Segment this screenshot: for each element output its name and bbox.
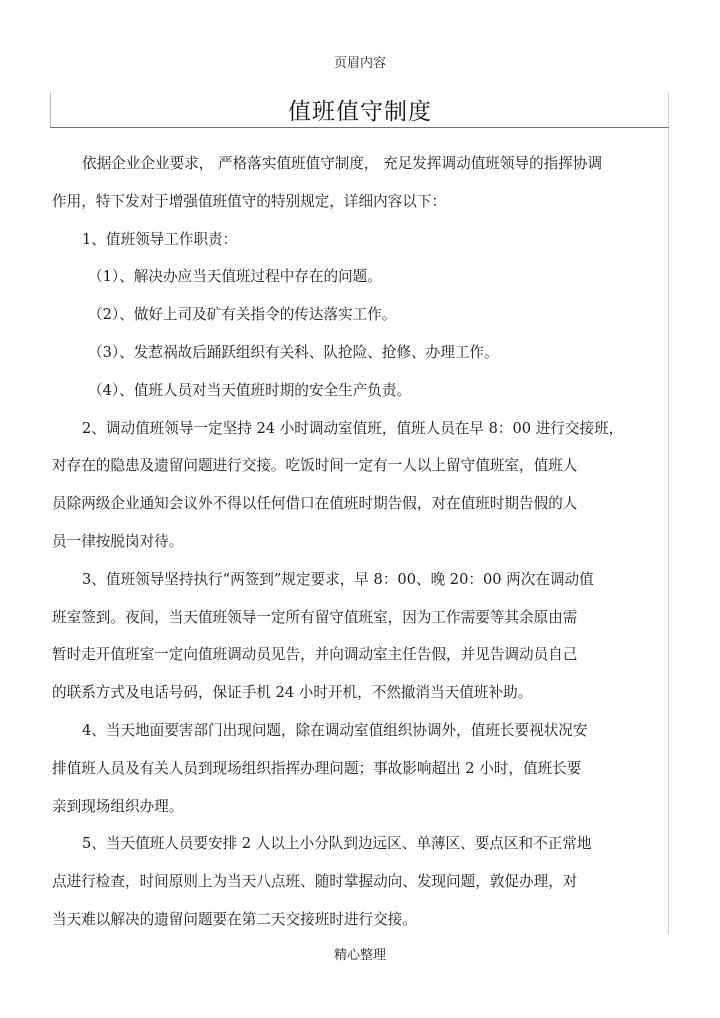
paragraph-line: 员除两级企业通知会议外不得以任何借口在值班时期告假，对在值班时期告假的人 bbox=[52, 495, 578, 513]
paragraph-line: 2、调动值班领导一定坚持 24 小时调动室值班，值班人员在早 8：00 进行交接班， bbox=[82, 419, 624, 437]
page-header: 页眉内容 bbox=[333, 56, 386, 71]
frame-right-border bbox=[668, 92, 669, 934]
paragraph-line: 排值班人员及有关人员到现场组织指挥办理问题；事故影响超出 2 小时，值班长要 bbox=[52, 759, 582, 777]
paragraph-line: 作用，特下发对于增强值班值守的特别规定，详细内容以下： bbox=[52, 192, 447, 210]
paragraph-line: 亲到现场组织办理。 bbox=[52, 797, 184, 815]
list-item: （1）、解决办应当天值班过程中存在的问题。 bbox=[88, 268, 382, 286]
paragraph-line: 员一律按脱岗对待。 bbox=[52, 532, 184, 550]
paragraph-line: 依据企业企业要求， 严格落实值班值守制度， 充足发挥调动值班领导的指挥协调 bbox=[82, 155, 603, 172]
document-title: 值班值守制度 bbox=[288, 99, 432, 125]
section-heading: 1、值班领导工作职责： bbox=[82, 230, 238, 248]
paragraph-line: 3、值班领导坚持执行“两签到”规定要求，早 8：00、晚 20：00 两次在调动值 bbox=[82, 570, 594, 588]
paragraph-line: 4、当天地面要害部门出现问题，除在调动室值组织协调外，值班长要视状况安 bbox=[82, 721, 588, 739]
paragraph-line: 的联系方式及电话号码，保证手机 24 小时开机，不然撤消当天值班补助。 bbox=[52, 684, 533, 702]
paragraph-line: 5、当天值班人员要安排 2 人以上小分队到边远区、单薄区、要点区和不正常地 bbox=[82, 835, 592, 853]
paragraph-line: 当天难以解决的遗留问题要在第二天交接班时进行交接。 bbox=[52, 910, 417, 928]
paragraph-line: 点进行检查，时间原则上为当天八点班、随时掌握动向、发现问题，敦促办理，对 bbox=[52, 873, 578, 891]
list-item: （2）、做好上司及矿有关指令的传达落实工作。 bbox=[88, 306, 397, 324]
list-item: （4）、值班人员对当天值班时期的安全生产负责。 bbox=[88, 381, 412, 399]
title-underline bbox=[50, 127, 669, 128]
list-item: （3）、发惹祸故后踊跃组织有关科、队抢险、抢修、办理工作。 bbox=[88, 343, 499, 361]
paragraph-line: 对存在的隐患及遗留问题进行交接。吃饭时间一定有一人以上留守值班室，值班人 bbox=[52, 457, 578, 475]
page-footer: 精心整理 bbox=[333, 948, 386, 963]
paragraph-line: 班室签到。夜间，当天值班领导一定所有留守值班室，因为工作需要等其余原由需 bbox=[52, 608, 578, 626]
paragraph-line: 暂时走开值班室一定向值班调动员见告，并向调动室主任告假，并见告调动员自己 bbox=[52, 646, 578, 664]
document-body bbox=[52, 145, 664, 939]
